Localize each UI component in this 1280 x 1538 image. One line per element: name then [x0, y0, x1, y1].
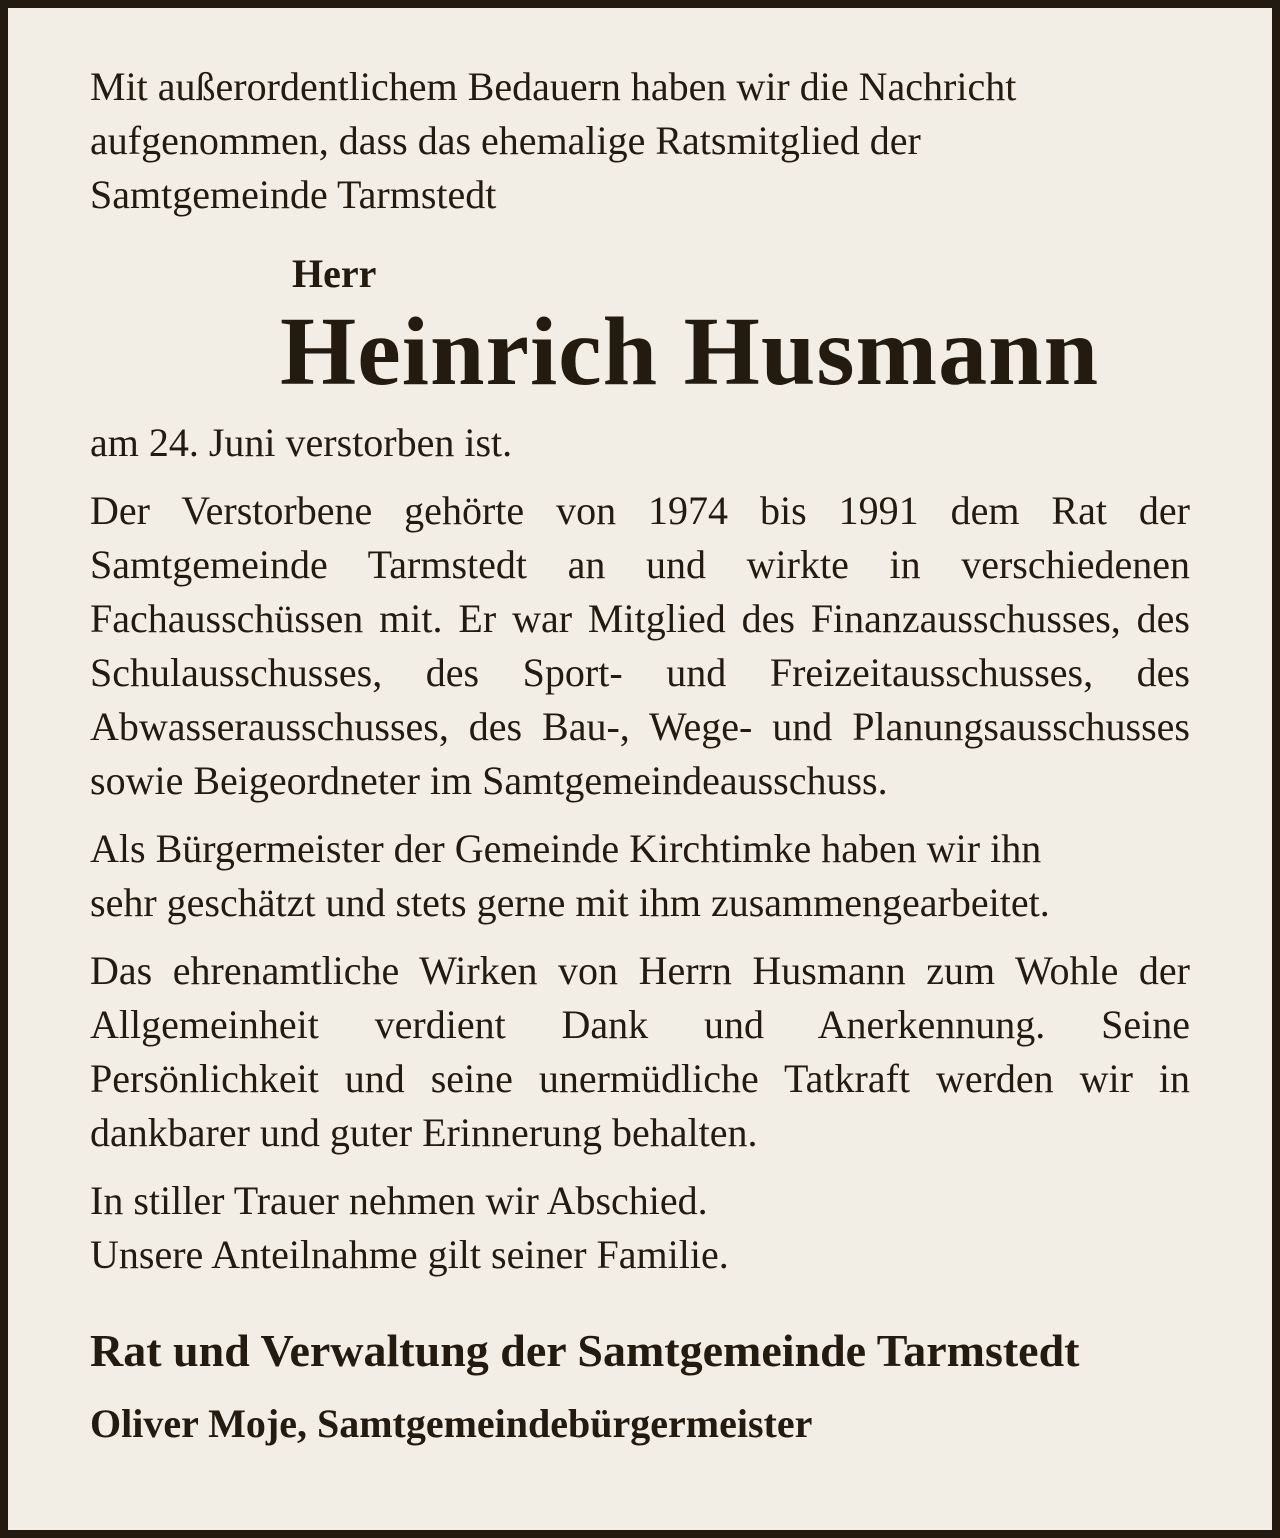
- salutation: Herr: [292, 251, 377, 296]
- intro-line: Mit außerordentlichem Bedauern haben wir die Nachricht: [90, 64, 1017, 109]
- closing-line: In stiller Trauer nehmen wir Abschied.: [90, 1178, 708, 1223]
- intro-line: aufgenommen, dass das ehemalige Ratsmitglied der: [90, 118, 921, 163]
- career-paragraph: Der Verstorbene gehörte von 1974 bis 1991 dem Rat der Samtgemeinde Tarmstedt an und wirkte in verschiedenen Fachausschüssen mit. Er war Mitglied des Finanzausschusses, des Schulausschusses, des Sport- und Freizeitausschusses, des Abwasserausschusses, des Bau-, Wege- und Planungsausschusses sowie Beigeordneter im Samtgemeindeausschuss.: [90, 488, 1190, 803]
- intro-paragraph: [90, 60, 1190, 222]
- death-date-line: am 24. Juni verstorben ist.: [90, 420, 513, 465]
- deceased-name: Heinrich Husmann: [280, 298, 1100, 406]
- closing-line: Unsere Anteilnahme gilt seiner Familie.: [90, 1232, 729, 1277]
- mayor-paragraph: [90, 822, 1190, 930]
- mayor-line: sehr geschätzt und stets gerne mit ihm zusammengearbeitet.: [90, 880, 1050, 925]
- tribute-paragraph: Das ehrenamtliche Wirken von Herrn Husmann zum Wohle der Allgemeinheit verdient Dank und Anerkennung. Seine Persönlichkeit und seine unermüdliche Tatkraft werden wir in dankbarer und guter Erinnerung behalten.: [90, 948, 1190, 1155]
- mayor-line: Als Bürgermeister der Gemeinde Kirchtimke haben wir ihn: [90, 826, 1042, 871]
- signing-organization: Rat und Verwaltung der Samtgemeinde Tarmstedt: [90, 1325, 1080, 1376]
- signer-name: Oliver Moje, Samtgemeindebürgermeister: [90, 1401, 813, 1446]
- closing-paragraph: [90, 1174, 1190, 1282]
- intro-line: Samtgemeinde Tarmstedt: [90, 172, 497, 217]
